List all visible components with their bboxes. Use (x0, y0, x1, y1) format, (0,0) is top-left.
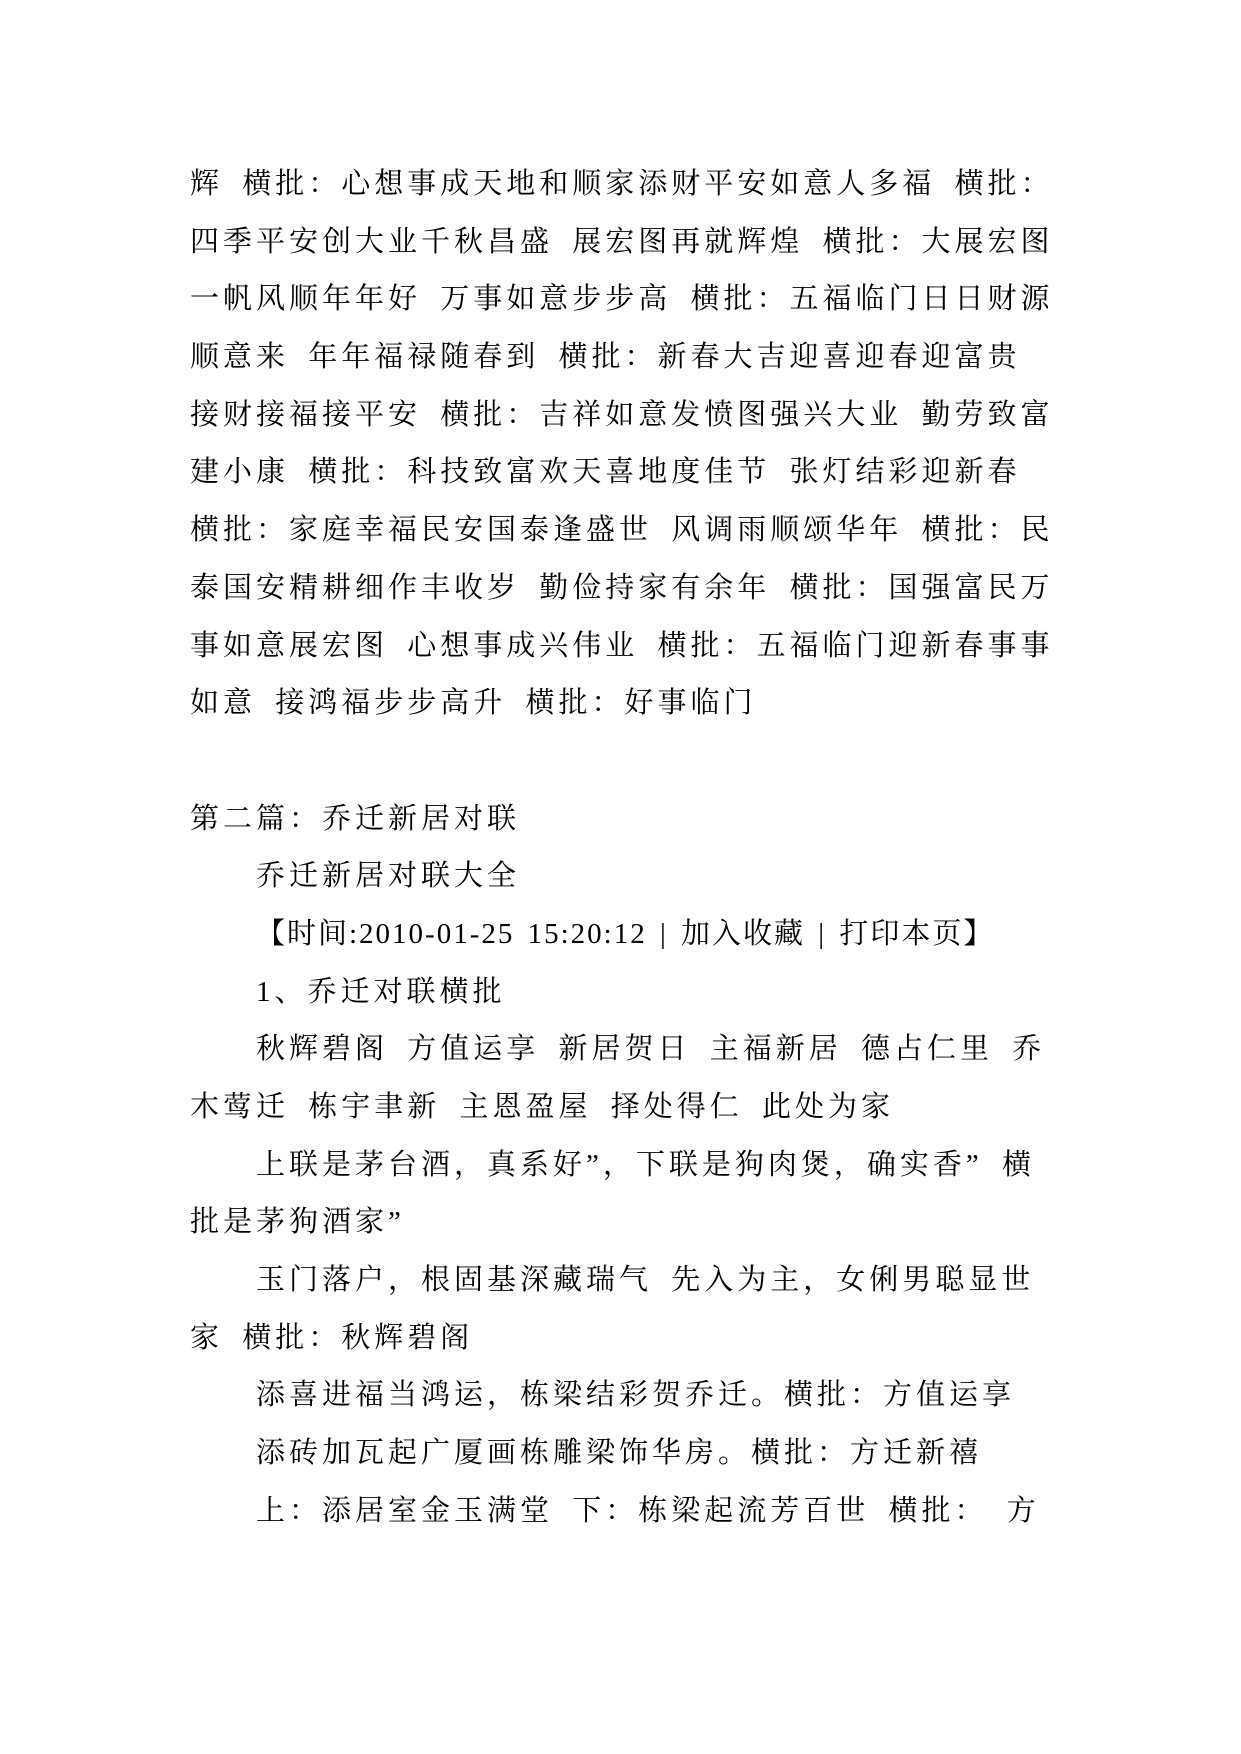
paragraph-line: 添砖加瓦起广厦画栋雕梁饰华房。横批：方迁新禧 (256, 1437, 983, 1470)
paragraph-line: 秋辉碧阁 方值运享 新居贺日 主福新居 德占仁里 乔 (256, 1033, 1046, 1066)
paragraph (190, 1021, 1070, 1136)
section-heading: 第二篇：乔迁新居对联 (190, 802, 521, 835)
text-line: 接财接福接平安 横批：吉祥如意发愤图强兴大业 勤劳致富 (190, 398, 1054, 431)
paragraph-line: 木莺迁 栋宇聿新 主恩盈屋 择处得仁 此处为家 (190, 1091, 895, 1123)
document-page (190, 156, 1070, 1541)
subheading: 1、乔迁对联横批 (256, 975, 506, 1008)
article-meta: 【时间:2010-01-25 15:20:12 | 加入收藏 | 打印本页】 (256, 917, 995, 950)
paragraph-line: 上：添居室金玉满堂 下：栋梁起流芳百世 横批： 方 (256, 1494, 1040, 1527)
text-line: 顺意来 年年福禄随春到 横批：新春大吉迎喜迎春迎富贵 (190, 341, 1021, 374)
text-line: 如意 接鸿福步步高升 横批：好事临门 (190, 687, 757, 720)
paragraph (190, 1483, 1070, 1541)
paragraph (190, 1252, 1070, 1367)
paragraph-line: 添喜进福当鸿运，栋梁结彩贺乔迁。横批：方值运享 (256, 1379, 1016, 1412)
blank-line (190, 733, 1070, 791)
article-title: 乔迁新居对联大全 (256, 860, 521, 893)
text-line: 一帆风顺年年好 万事如意步步高 横批：五福临门日日财源 (190, 283, 1054, 316)
text-line: 横批：家庭幸福民安国泰逢盛世 风调雨顺颂华年 横批：民 (190, 514, 1054, 547)
text-line: 建小康 横批：科技致富欢天喜地度佳节 张灯结彩迎新春 (190, 456, 1021, 489)
paragraph-line: 家 横批：秋辉碧阁 (190, 1321, 474, 1354)
paragraph-line: 批是茅狗酒家” (190, 1206, 405, 1239)
paragraph-line: 上联是茅台酒，真系好”，下联是狗肉煲，确实香” 横 (256, 1148, 1035, 1181)
paragraph (190, 1137, 1070, 1252)
continued-text-block (190, 156, 1070, 733)
text-line: 泰国安精耕细作丰收岁 勤俭持家有余年 横批：国强富民万 (190, 571, 1054, 604)
paragraph (190, 1367, 1070, 1425)
text-line: 事如意展宏图 心想事成兴伟业 横批：五福临门迎新春事事 (190, 629, 1054, 662)
paragraph (190, 1425, 1070, 1483)
paragraph-line: 玉门落户，根固基深藏瑞气 先入为主，女俐男聪显世 (256, 1264, 1035, 1297)
text-line: 辉 横批：心想事成天地和顺家添财平安如意人多福 横批： (190, 168, 1054, 200)
text-line: 四季平安创大业千秋昌盛 展宏图再就辉煌 横批：大展宏图 (190, 225, 1054, 258)
